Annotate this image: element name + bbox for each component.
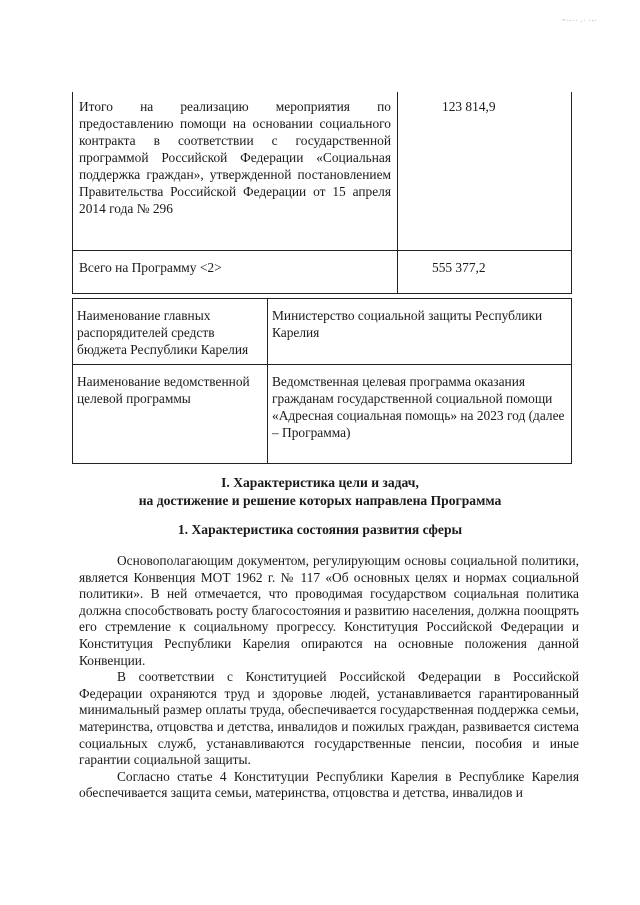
table-row — [73, 365, 572, 464]
passport-value-cell: Министерство социальной защиты Республики Карелия — [268, 299, 572, 365]
passport-value-cell: Ведомственная целевая программа оказания гражданам государственной социальной помощи «Адресная социальная помощь» на 2023 год (далее – Программа) — [268, 365, 572, 464]
body-text — [79, 553, 579, 802]
table-row — [73, 299, 572, 365]
funding-label-cell: Итого на реализацию мероприятия по предоставлению помощи на основании социального контракта в соответствии с государственной программой Российской Федерации «Социальная поддержка граждан», утвержденной постановлением Правительства Российской Федерации от 15 апреля 2014 года № 296 — [73, 92, 398, 251]
funding-table — [72, 92, 572, 294]
passport-label-cell: Наименование главных распорядителей средств бюджета Республики Карелия — [73, 299, 268, 365]
section-heading-line: на достижение и решение которых направлена Программа — [138, 493, 502, 508]
paragraph: В соответствии с Конституцией Российской Федерации в Российской Федерации охраняются труд и здоровье людей, устанавливается гарантированный минимальный размер оплаты труда, обеспечивается государственная поддержка семьи, материнства, отцовства и детства, инвалидов и пожилых граждан, развивается система социальных служб, устанавливаются государственные пенсии, пособия и иные гарантии социальной защиты. — [79, 669, 579, 768]
passport-label-cell: Наименование ведомственной целевой программы — [73, 365, 268, 464]
total-label-cell: Всего на Программу <2> — [73, 251, 398, 294]
total-value-cell: 555 377,2 — [398, 251, 572, 294]
funding-value-cell: 123 814,9 — [398, 92, 572, 251]
passport-table — [72, 298, 572, 464]
section-heading-line: I. Характеристика цели и задач, — [221, 475, 419, 490]
paragraph: Основополагающим документом, регулирующим основы социальной политики, является Конвенция МОТ 1962 г. № 117 «Об основных целях и нормах социальной политики». В ней отмечается, что проводимая государством социальная политика должна способствовать росту благосостояния и развитию населения, должна поощрять его стремление к социальному прогрессу. Конституция Российской Федерации и Конституция Республики Карелия опираются на основные положения данной Конвенции. — [79, 553, 579, 668]
scan-corner-mark: ~·-·· .· ·-· — [562, 18, 598, 24]
paragraph: Согласно статье 4 Конституции Республики Карелия в Республике Карелия обеспечивается защита семьи, материнства, отцовства и детства, инвалидов и — [79, 768, 579, 801]
table-row — [73, 251, 572, 294]
section-heading — [60, 474, 580, 510]
table-row — [73, 92, 572, 251]
subsection-heading: 1. Характеристика состояния развития сферы — [177, 522, 463, 537]
